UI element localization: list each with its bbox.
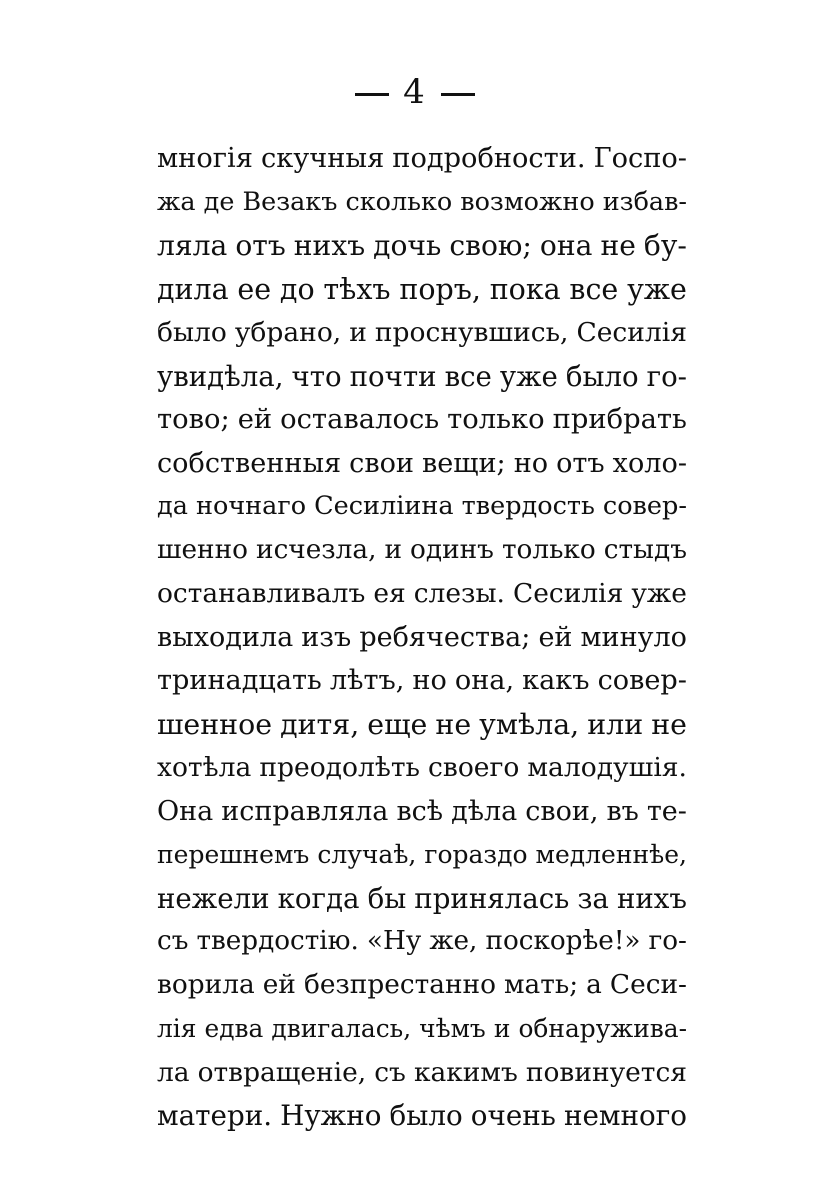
word: изъ <box>301 621 352 653</box>
word: свои <box>349 447 414 479</box>
word: го- <box>648 926 687 956</box>
text-line <box>157 877 687 921</box>
word: избав- <box>602 186 687 217</box>
word: нежели <box>157 881 270 915</box>
word: шенное <box>157 707 273 741</box>
word: минуло <box>580 621 687 653</box>
word: лѣтъ, <box>329 665 405 696</box>
word: же, <box>429 926 478 956</box>
word: Сесилія <box>512 578 624 609</box>
word: а <box>586 969 602 1000</box>
word: ла <box>157 1056 190 1088</box>
word: малодушія. <box>527 752 687 783</box>
text-line <box>157 1094 687 1138</box>
word: тринадцать <box>157 665 322 696</box>
word: сколько <box>345 186 453 217</box>
word: случаѣ, <box>317 840 417 869</box>
word: и <box>349 317 367 348</box>
word: она, <box>454 665 515 696</box>
word: какимъ <box>413 1056 518 1088</box>
word: было <box>157 317 227 348</box>
word: до <box>279 272 315 306</box>
word: Она <box>157 795 214 827</box>
word: за <box>577 881 609 915</box>
word: убрано, <box>234 317 342 348</box>
word: ей <box>538 621 573 653</box>
text-line <box>157 703 687 747</box>
word: только <box>447 404 545 435</box>
text-line <box>157 790 687 834</box>
word: да <box>157 491 188 521</box>
word: подробности. <box>392 143 586 174</box>
word: почти <box>349 359 437 393</box>
word: не <box>600 229 636 262</box>
word: холо- <box>612 447 687 479</box>
word: повинуется <box>525 1056 687 1088</box>
word: уже <box>627 272 687 306</box>
word: увидѣла, <box>157 359 284 393</box>
word: не <box>435 707 472 741</box>
word: очень <box>470 1099 556 1132</box>
word: или <box>587 707 644 741</box>
word: свои, <box>525 795 599 827</box>
word: съ <box>157 926 189 956</box>
word: пока <box>489 272 561 306</box>
text-line <box>157 137 687 181</box>
word: обнаружива- <box>518 1014 687 1043</box>
word: Сесилія <box>576 317 687 348</box>
word: и <box>493 1014 511 1043</box>
word: съ <box>374 1056 406 1088</box>
word: Сесиліина <box>314 491 454 521</box>
word: те- <box>646 795 687 827</box>
word: останавливалъ <box>157 578 366 609</box>
word: нихъ <box>616 881 687 915</box>
word: своего <box>428 752 520 783</box>
word: медленнѣе, <box>535 840 687 869</box>
page-body-text <box>157 137 687 1138</box>
word: безпрестанно <box>303 969 497 1000</box>
word: стыдъ <box>603 534 687 565</box>
word: она <box>539 229 593 262</box>
word: бу- <box>643 229 687 262</box>
word: все <box>569 272 619 306</box>
text-line <box>157 485 687 529</box>
word: дила <box>157 272 229 306</box>
word: оставалось <box>280 404 440 435</box>
word: скучныя <box>260 143 385 174</box>
word: едва <box>204 1014 264 1043</box>
word: уже <box>631 578 687 609</box>
word: преодолѣть <box>259 752 420 783</box>
word: когда <box>277 881 360 915</box>
text-line <box>157 181 687 225</box>
text-line <box>157 268 687 312</box>
text-line <box>157 659 687 703</box>
word: ночнаго <box>195 491 307 521</box>
word: дитя, <box>280 707 360 741</box>
word: чѣмъ <box>419 1014 486 1043</box>
text-line <box>157 529 687 573</box>
word: собственныя <box>157 447 342 479</box>
text-line <box>157 224 687 268</box>
text-line <box>157 1051 687 1095</box>
word: двигалась, <box>271 1014 412 1043</box>
word: ея <box>373 578 406 609</box>
word: но <box>513 447 549 479</box>
word: немного <box>563 1099 687 1132</box>
word: и <box>384 534 403 565</box>
page-number: 4 <box>403 72 427 112</box>
word: исчезла, <box>256 534 377 565</box>
word: хотѣла <box>157 752 252 783</box>
word: матери. <box>157 1099 273 1132</box>
text-line <box>157 746 687 790</box>
word: прибрать <box>552 404 687 435</box>
word: еще <box>367 707 428 741</box>
word: де <box>203 186 235 217</box>
word: принялась <box>414 881 570 915</box>
header-dash-right <box>441 93 475 96</box>
word: тѣхъ <box>323 272 391 306</box>
word: гораздо <box>424 840 528 869</box>
text-line <box>157 355 687 399</box>
word: все <box>444 359 492 393</box>
word: ворила <box>157 969 255 1000</box>
word: было <box>389 1099 463 1132</box>
word: отвращеніе, <box>197 1056 367 1088</box>
word: твердость <box>461 491 595 521</box>
word: только <box>501 534 596 565</box>
word: Сеси- <box>609 969 687 1000</box>
page-header <box>0 72 830 112</box>
word: исправляла <box>221 795 389 827</box>
word: не <box>651 707 687 741</box>
word: поскорѣе!» <box>485 926 641 956</box>
text-line <box>157 920 687 964</box>
word: дочь <box>373 229 442 262</box>
word: ее <box>237 272 272 306</box>
word: было <box>565 359 639 393</box>
word: жа <box>157 186 196 217</box>
word: твердостію. <box>196 926 359 956</box>
text-line <box>157 964 687 1008</box>
word: дѣла <box>451 795 518 827</box>
word: всѣ <box>396 795 444 827</box>
word: перешнемъ <box>157 840 310 869</box>
word: какъ <box>522 665 590 696</box>
word: ей <box>262 969 296 1000</box>
word: слезы. <box>413 578 505 609</box>
word: умѣла, <box>479 707 580 741</box>
text-line <box>157 1007 687 1051</box>
word: бы <box>367 881 407 915</box>
word: «Ну <box>366 926 422 956</box>
word: нихъ <box>293 229 366 262</box>
word: тово; <box>157 404 230 435</box>
word: совер- <box>597 665 687 696</box>
word: Везакъ <box>242 186 338 217</box>
word: ей <box>237 404 273 435</box>
word: го- <box>646 359 687 393</box>
header-dash-left <box>355 93 389 96</box>
word: возможно <box>460 186 595 217</box>
word: Нужно <box>280 1099 382 1132</box>
word: ляла <box>157 229 228 262</box>
word: проснувшись, <box>374 317 569 348</box>
word: что <box>291 359 342 393</box>
text-line <box>157 311 687 355</box>
word: въ <box>606 795 639 827</box>
word: отъ <box>556 447 605 479</box>
text-line <box>157 616 687 660</box>
word: мать; <box>504 969 579 1000</box>
word: свою; <box>449 229 532 262</box>
word: шенно <box>157 534 249 565</box>
text-line <box>157 442 687 486</box>
word: поръ, <box>399 272 481 306</box>
word: но <box>412 665 447 696</box>
text-line <box>157 398 687 442</box>
word: лія <box>157 1014 197 1043</box>
text-line <box>157 833 687 877</box>
word: совер- <box>602 491 687 521</box>
word: одинъ <box>410 534 494 565</box>
word: многія <box>157 143 253 174</box>
word: уже <box>499 359 558 393</box>
word: Госпо- <box>593 143 687 174</box>
word: вещи; <box>421 447 506 479</box>
word: отъ <box>235 229 286 262</box>
text-line <box>157 572 687 616</box>
word: ребячества; <box>359 621 531 653</box>
word: выходила <box>157 621 294 653</box>
